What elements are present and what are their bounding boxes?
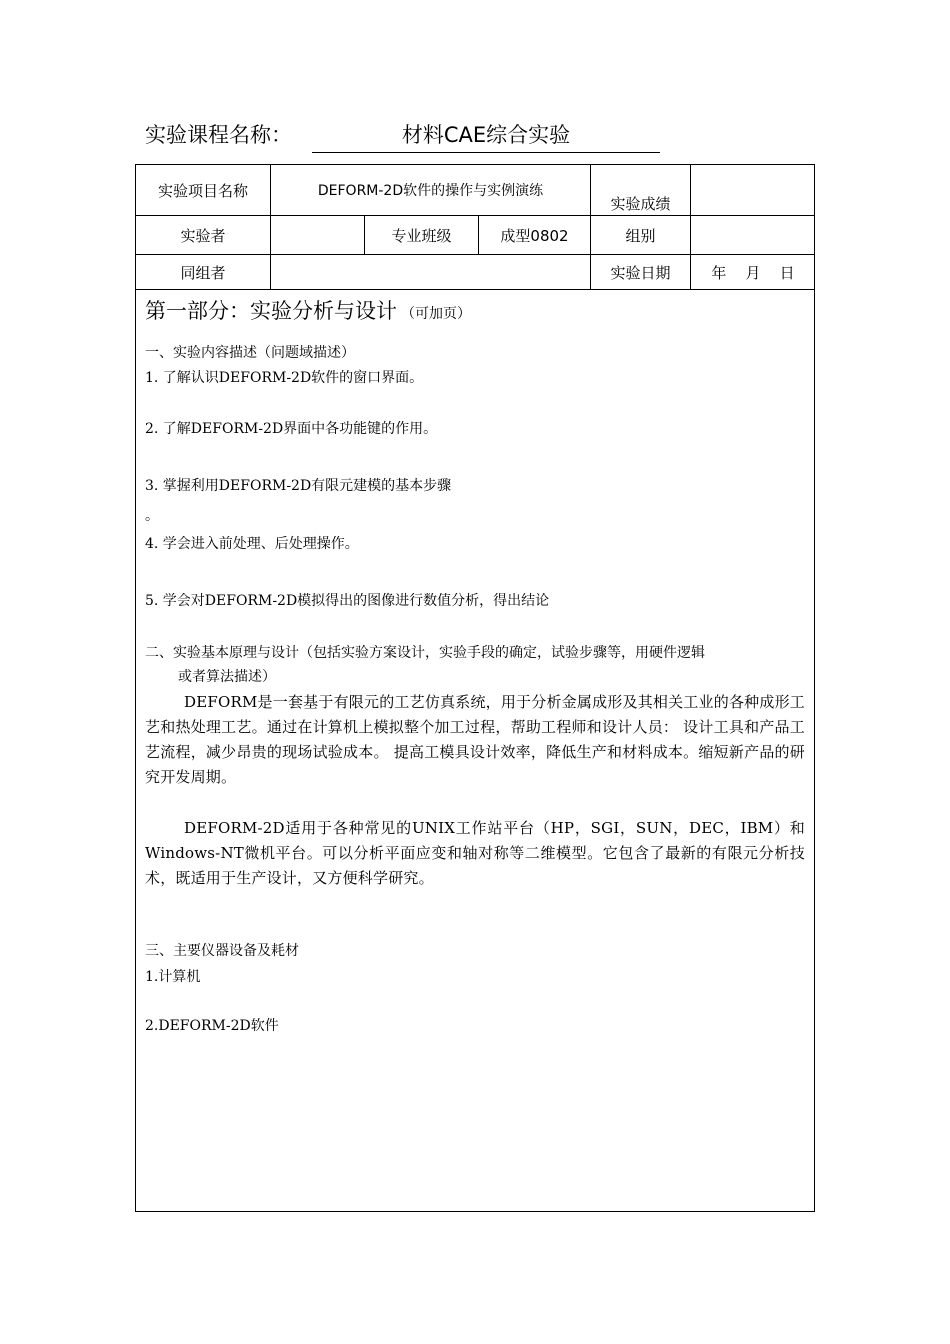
list-item: 1.计算机: [145, 969, 201, 985]
project-name-value: DEFORM-2D软件的操作与实例演练: [317, 183, 544, 199]
paragraph: DEFORM-2D适用于各种常见的UNIX工作站平台（HP，SGI，SUN，DEC，IBM）和Windows-NT微机平台。可以分析平面应变和轴对称等二维模型。它包含了最新的有限元分析技术，既适用于生产设计，又方便科学研究。: [145, 819, 805, 887]
list-item: 2.DEFORM-2D软件: [145, 1018, 279, 1034]
list-item: 5. 学会对DEFORM-2D模拟得出的图像进行数值分析，得出结论: [145, 593, 550, 609]
date-value: 年 月 日: [711, 263, 795, 282]
report-form: [135, 164, 815, 1212]
part-title-text: 第一部分：实验分析与设计: [145, 299, 397, 323]
course-label: 实验课程名称：: [145, 123, 292, 147]
section-heading: 二、实验基本原理与设计（包括实验方案设计，实验手段的确定，试验步骤等，用硬件逻辑: [145, 645, 705, 661]
list-item: 。: [145, 508, 159, 524]
group-label: 组别: [625, 226, 656, 245]
paragraph: DEFORM是一套基于有限元的工艺仿真系统，用于分析金属成形及其相关工业的各种成形工艺和热处理工艺。通过在计算机上模拟整个加工过程，帮助工程师和设计人员： 设计工具和产品工艺流程，减少昂贵的现场试验成本。 提高工模具设计效率，降低生产和材料成本。缩短新产品的研究开发周期。: [145, 693, 805, 786]
section-heading-cont: 或者算法描述）: [178, 669, 276, 685]
course-title: [145, 118, 665, 154]
score-value[interactable]: [691, 165, 815, 215]
partner-label: 同组者: [180, 263, 226, 282]
section-heading: 一、实验内容描述（问题域描述）: [145, 345, 355, 361]
course-name: 材料CAE综合实验: [401, 123, 571, 147]
experimenter-label: 实验者: [180, 226, 226, 245]
list-item: 4. 学会进入前处理、后处理操作。: [145, 536, 359, 552]
group-value[interactable]: [691, 216, 815, 254]
part-title: [145, 295, 471, 330]
list-item: 1. 了解认识DEFORM-2D软件的窗口界面。: [145, 370, 424, 386]
part-note: （可加页）: [401, 306, 471, 322]
list-item: 2. 了解DEFORM-2D界面中各功能键的作用。: [145, 421, 438, 437]
experimenter-value[interactable]: [271, 216, 364, 254]
score-label: 实验成绩: [610, 194, 671, 213]
list-item: 3. 掌握利用DEFORM-2D有限元建模的基本步骤: [145, 478, 452, 494]
row-divider: [136, 289, 814, 290]
partner-value[interactable]: [271, 255, 590, 289]
section-heading: 三、主要仪器设备及耗材: [145, 943, 299, 959]
date-label: 实验日期: [610, 263, 671, 282]
major-class-label: 专业班级: [391, 226, 452, 245]
major-class-value: 成型0802: [500, 226, 569, 245]
project-name-label: 实验项目名称: [157, 181, 248, 200]
course-underline: [312, 152, 660, 153]
